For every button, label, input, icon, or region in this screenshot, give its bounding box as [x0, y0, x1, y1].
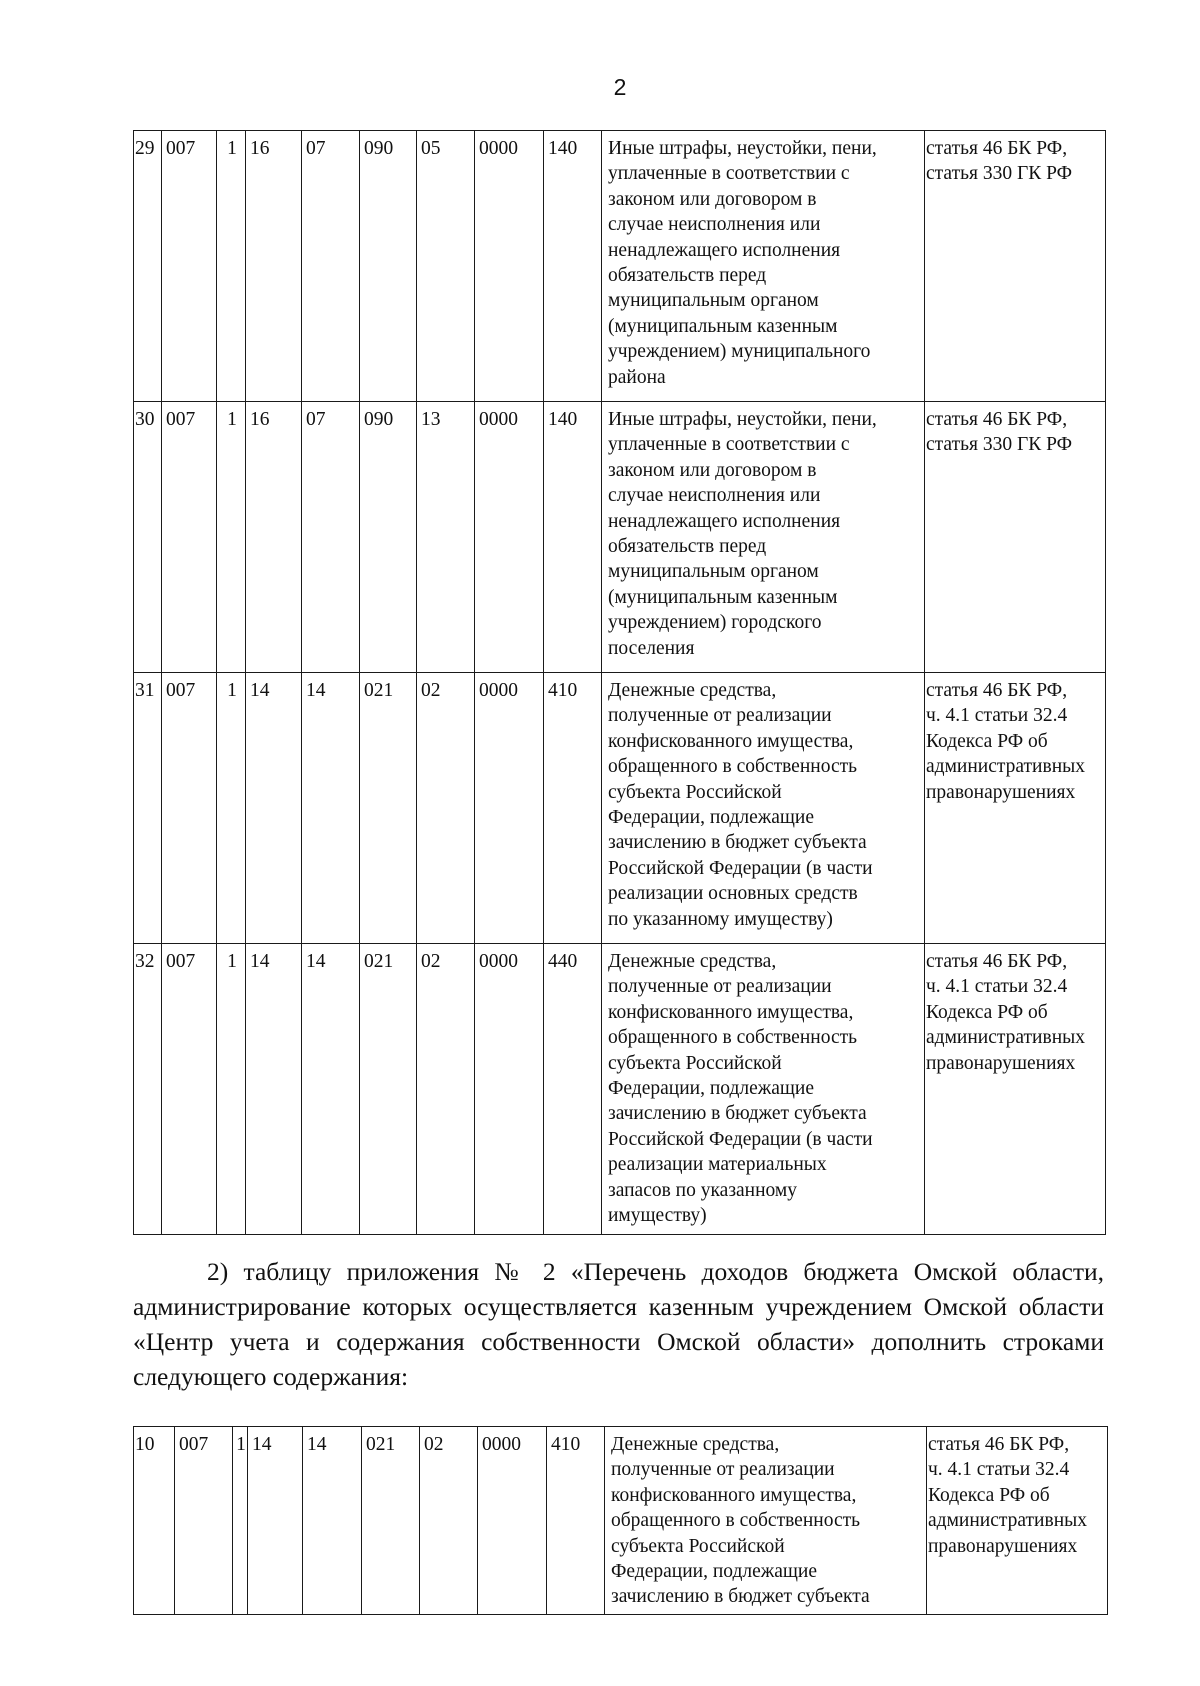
code-cell: 021	[362, 1427, 420, 1615]
table-row	[134, 673, 1106, 944]
table-row	[134, 402, 1106, 673]
code-cell: 007	[162, 673, 217, 944]
code-cell: 021	[360, 673, 417, 944]
description-cell: Иные штрафы, неустойки, пени, уплаченные в соответствии с законом или договором в случае неисполнения или ненадлежащего исполнения обязательств перед муниципальным органом (муниципальным казенным учреждением) муниципального района	[602, 131, 925, 402]
code-cell: 1	[233, 1427, 248, 1615]
legal-basis-cell: статья 46 БК РФ, статья 330 ГК РФ	[925, 402, 1106, 673]
table-row	[134, 131, 1106, 402]
code-cell: 16	[246, 131, 302, 402]
code-cell: 14	[302, 673, 360, 944]
code-cell: 090	[360, 131, 417, 402]
amendment-paragraph: 2) таблицу приложения № 2 «Перечень доходов бюджета Омской области, администрирование которых осуществляется казенным учреждением Омской области «Центр учета и содержания собственности Омской области» дополнить строками следующего содержания:	[133, 1257, 1104, 1391]
row-number-cell: 31	[134, 673, 162, 944]
code-cell: 007	[175, 1427, 233, 1615]
code-cell: 0000	[475, 131, 544, 402]
legal-basis-cell: статья 46 БК РФ, ч. 4.1 статьи 32.4 Кодекса РФ об административных правонарушениях	[925, 673, 1106, 944]
code-cell: 021	[360, 944, 417, 1235]
row-number-cell: 10	[134, 1427, 175, 1615]
code-cell: 1	[217, 402, 246, 673]
code-cell: 090	[360, 402, 417, 673]
code-cell: 1	[217, 944, 246, 1235]
code-cell: 007	[162, 402, 217, 673]
code-cell: 007	[162, 131, 217, 402]
code-cell: 05	[417, 131, 475, 402]
code-cell: 13	[417, 402, 475, 673]
legal-basis-cell: статья 46 БК РФ, статья 330 ГК РФ	[925, 131, 1106, 402]
code-cell: 1	[217, 131, 246, 402]
row-number-cell: 29	[134, 131, 162, 402]
code-cell: 14	[303, 1427, 362, 1615]
code-cell: 0000	[475, 402, 544, 673]
code-cell: 14	[246, 673, 302, 944]
code-cell: 02	[417, 944, 475, 1235]
table-row	[134, 944, 1106, 1235]
page-number: 2	[613, 74, 627, 100]
code-cell: 14	[246, 944, 302, 1235]
code-cell: 0000	[475, 944, 544, 1235]
code-cell: 0000	[475, 673, 544, 944]
code-cell: 02	[420, 1427, 478, 1615]
description-cell: Денежные средства, полученные от реализации конфискованного имущества, обращенного в собственность субъекта Российской Федерации, подлежащие зачислению в бюджет субъекта	[605, 1427, 927, 1615]
code-cell: 140	[544, 131, 602, 402]
table-row	[134, 1427, 1108, 1615]
code-cell: 0000	[478, 1427, 547, 1615]
code-cell: 02	[417, 673, 475, 944]
code-cell: 07	[302, 131, 360, 402]
code-cell: 140	[544, 402, 602, 673]
code-cell: 14	[248, 1427, 303, 1615]
legal-basis-cell: статья 46 БК РФ, ч. 4.1 статьи 32.4 Кодекса РФ об административных правонарушениях	[925, 944, 1106, 1235]
row-number-cell: 32	[134, 944, 162, 1235]
code-cell: 440	[544, 944, 602, 1235]
revenue-table-appendix-1	[133, 130, 1106, 1235]
description-cell: Денежные средства, полученные от реализации конфискованного имущества, обращенного в собственность субъекта Российской Федерации, подлежащие зачислению в бюджет субъекта Российской Федерации (в части реализации основных средств по указанному имуществу)	[602, 673, 925, 944]
code-cell: 14	[302, 944, 360, 1235]
code-cell: 410	[544, 673, 602, 944]
code-cell: 07	[302, 402, 360, 673]
revenue-table-appendix-2	[133, 1426, 1108, 1615]
code-cell: 007	[162, 944, 217, 1235]
code-cell: 410	[547, 1427, 605, 1615]
legal-basis-cell: статья 46 БК РФ, ч. 4.1 статьи 32.4 Кодекса РФ об административных правонарушениях	[927, 1427, 1108, 1615]
code-cell: 1	[217, 673, 246, 944]
code-cell: 16	[246, 402, 302, 673]
description-cell: Денежные средства, полученные от реализации конфискованного имущества, обращенного в собственность субъекта Российской Федерации, подлежащие зачислению в бюджет субъекта Российской Федерации (в части реализации материальных запасов по указанному имуществу)	[602, 944, 925, 1235]
description-cell: Иные штрафы, неустойки, пени, уплаченные в соответствии с законом или договором в случае неисполнения или ненадлежащего исполнения обязательств перед муниципальным органом (муниципальным казенным учреждением) городского поселения	[602, 402, 925, 673]
row-number-cell: 30	[134, 402, 162, 673]
